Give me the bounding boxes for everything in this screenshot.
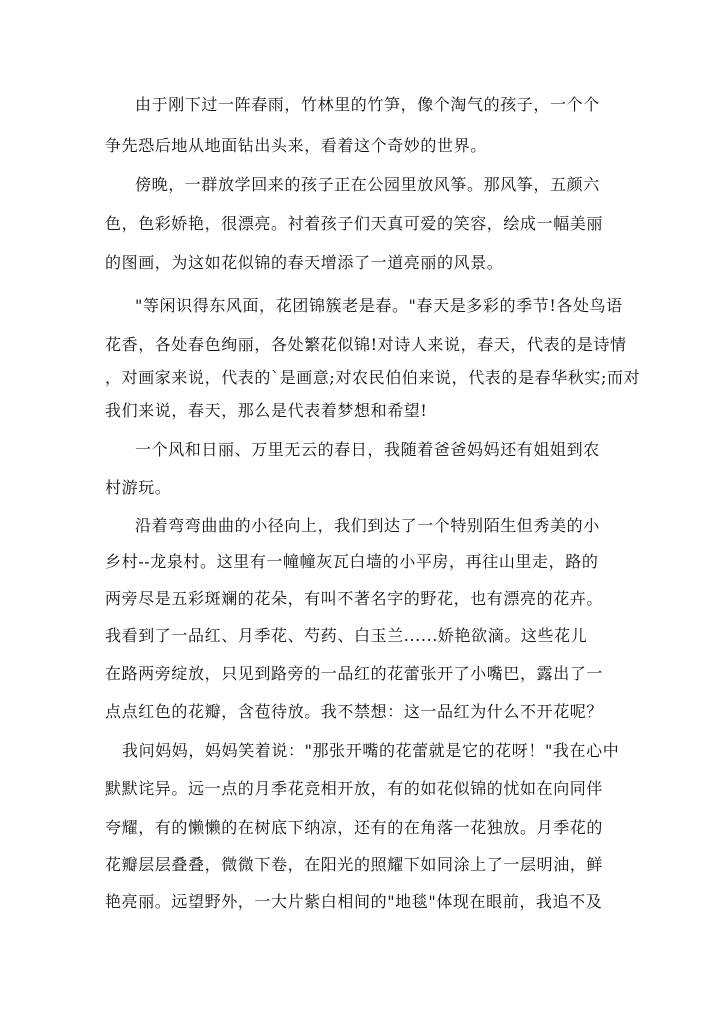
text-line: 在路两旁绽放，只见到路旁的一品红的花蕾张开了小嘴巴，露出了一 [105,664,604,683]
text-line: 花香，各处春色绚丽，各处繁花似锦!对诗人来说，春天，代表的是诗情 [105,335,627,354]
text-line: 一个风和日丽、万里无云的春日，我随着爸爸妈妈还有姐姐到农 [135,440,600,459]
text-line: 花瓣层层叠叠，微微下卷，在阳光的照耀下如同涂上了一层明油，鲜 [105,855,604,874]
text-line: 点点红色的花瓣，含苞待放。我不禁想：这一品红为什么不开花呢？ [105,702,604,721]
text-line: 争先恐后地从地面钻出头来，看着这个奇妙的世界。 [105,136,487,155]
text-line: 艳亮丽。远望野外，一大片紫白相间的"地毯"体现在眼前，我追不及 [105,892,603,911]
text-line: 我们来说，春天，那么是代表着梦想和希望! [105,401,428,420]
text-line: 我问妈妈，妈妈笑着说："那张开嘴的花蕾就是它的花呀！"我在心中 [122,741,620,760]
text-line: "等闲识得东风面，花团锦簇老是春。"春天是多彩的季节!各处鸟语 [135,296,623,315]
text-line: 夸耀，有的懒懒的在树底下纳凉，还有的在角落一花独放。月季花的 [105,818,604,837]
text-line: 的图画，为这如花似锦的春天增添了一道亮丽的风景。 [105,253,504,272]
text-line: 傍晚，一群放学回来的孩子正在公园里放风筝。那风筝，五颜六 [135,175,600,194]
text-line: 色，色彩娇艳，很漂亮。衬着孩子们天真可爱的笑容，绘成一幅美丽 [105,214,604,233]
text-line: 默默诧异。远一点的月季花竞相开放，有的如花似锦的忧如在向同伴 [105,779,604,798]
text-line: 两旁尽是五彩斑斓的花朵，有叫不著名字的野花，也有漂亮的花卉。 [105,589,604,608]
text-line: 乡村--龙泉村。这里有一幢幢灰瓦白墙的小平房，再往山里走，路的 [105,552,599,571]
text-line: 村游玩。 [105,478,172,497]
text-line: 由于刚下过一阵春雨，竹林里的竹笋，像个淘气的孩子，一个个 [135,95,600,114]
text-line: 沿着弯弯曲曲的小径向上，我们到达了一个特别陌生但秀美的小 [135,516,600,535]
text-line: ，对画家来说，代表的`是画意;对农民伯伯来说，代表的是春华秋实;而对 [105,368,641,387]
text-line: 我看到了一品红、月季花、芍药、白玉兰......娇艳欲滴。这些花儿 [105,626,588,645]
